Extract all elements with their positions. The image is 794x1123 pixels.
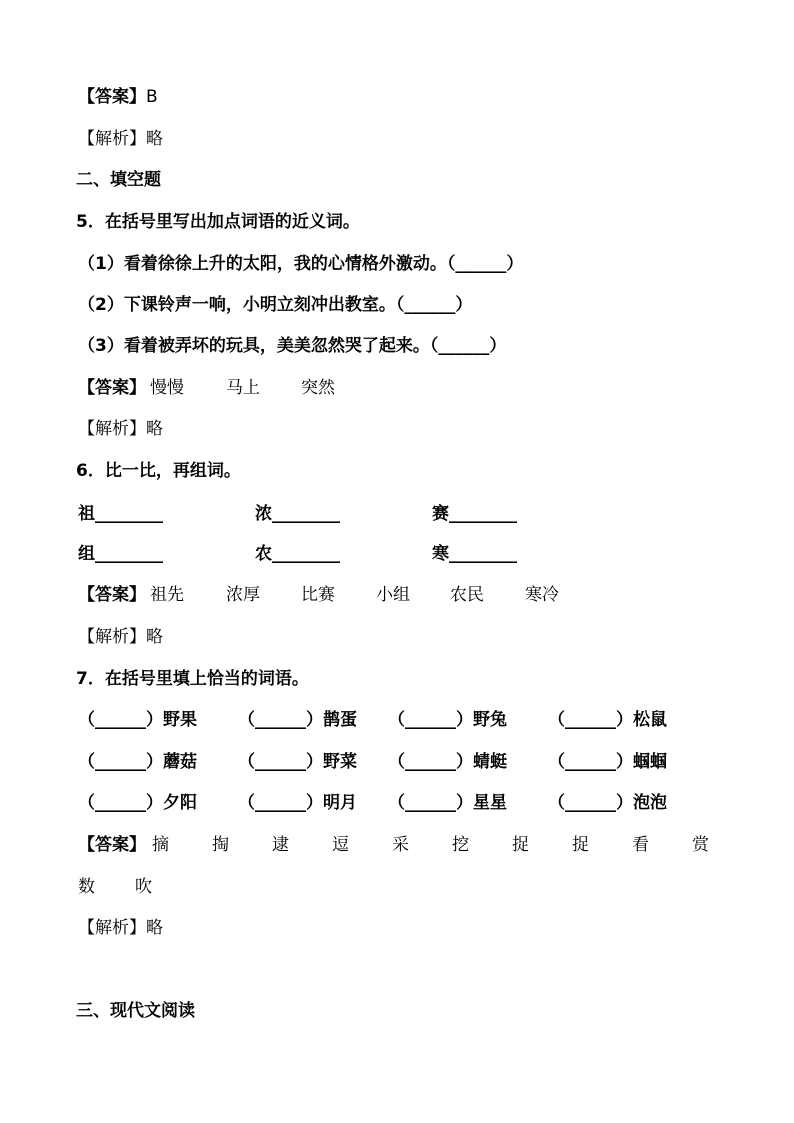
answer-word: 挖 bbox=[452, 835, 469, 855]
analysis-text: 略 bbox=[146, 419, 163, 439]
answer-word: 祖先 bbox=[150, 585, 184, 605]
word-blank: 赛________ bbox=[432, 504, 517, 524]
analysis-text: 略 bbox=[146, 129, 163, 149]
answer-word: 数 bbox=[78, 877, 95, 897]
fill-blank-item: （______）蝈蝈 bbox=[548, 752, 667, 772]
question-item: （2）下课铃声一响，小明立刻冲出教室。（______） bbox=[78, 295, 473, 315]
answer-label: 【答案】 bbox=[78, 835, 146, 855]
q4-analysis bbox=[78, 129, 163, 149]
q6-answer bbox=[78, 585, 146, 605]
q5-analysis bbox=[78, 419, 163, 439]
fill-blank-item: （______）星星 bbox=[388, 793, 507, 813]
q7-analysis bbox=[78, 918, 163, 938]
answer-text: B bbox=[146, 87, 158, 107]
analysis-label: 【解析】 bbox=[78, 627, 146, 647]
word-blank: 祖________ bbox=[78, 504, 163, 524]
analysis-label: 【解析】 bbox=[78, 918, 146, 938]
fill-blank-item: （______）明月 bbox=[238, 793, 357, 813]
q4-answer bbox=[78, 87, 158, 107]
section-heading: 二、填空题 bbox=[76, 170, 161, 190]
fill-blank-item: （______）蘑菇 bbox=[78, 752, 197, 772]
answer-word: 捉 bbox=[512, 835, 529, 855]
answer-word: 慢慢 bbox=[150, 378, 184, 398]
answer-word: 小组 bbox=[376, 585, 410, 605]
fill-blank-item: （______）野菜 bbox=[238, 752, 357, 772]
answer-label: 【答案】 bbox=[78, 585, 146, 605]
section-heading: 三、现代文阅读 bbox=[76, 1001, 195, 1021]
answer-word: 浓厚 bbox=[226, 585, 260, 605]
word-blank: 浓________ bbox=[255, 504, 340, 524]
answer-word: 看 bbox=[632, 835, 649, 855]
answer-word: 摘 bbox=[152, 835, 169, 855]
question-title: 6．比一比，再组词。 bbox=[76, 461, 241, 481]
fill-blank-item: （______）夕阳 bbox=[78, 793, 197, 813]
analysis-text: 略 bbox=[146, 918, 163, 938]
answer-word: 比赛 bbox=[301, 585, 335, 605]
answer-word: 采 bbox=[392, 835, 409, 855]
answer-word: 赏 bbox=[692, 835, 709, 855]
fill-blank-item: （______）松鼠 bbox=[548, 710, 667, 730]
answer-word: 突然 bbox=[301, 378, 335, 398]
question-title: 7．在括号里填上恰当的词语。 bbox=[76, 669, 309, 689]
answer-word: 逮 bbox=[272, 835, 289, 855]
answer-label: 【答案】 bbox=[78, 378, 146, 398]
word-blank: 组________ bbox=[78, 544, 163, 564]
fill-blank-item: （______）野果 bbox=[78, 710, 197, 730]
fill-blank-item: （______）泡泡 bbox=[548, 793, 667, 813]
word-blank: 农________ bbox=[255, 544, 340, 564]
answer-label: 【答案】 bbox=[78, 87, 146, 107]
answer-word: 吹 bbox=[135, 877, 152, 897]
fill-blank-item: （______）野兔 bbox=[388, 710, 507, 730]
fill-blank-item: （______）鹊蛋 bbox=[238, 710, 357, 730]
analysis-label: 【解析】 bbox=[78, 129, 146, 149]
answer-word: 捉 bbox=[572, 835, 589, 855]
answer-word: 掏 bbox=[212, 835, 229, 855]
q6-analysis bbox=[78, 627, 163, 647]
analysis-text: 略 bbox=[146, 627, 163, 647]
answer-word: 马上 bbox=[226, 378, 260, 398]
question-item: （1）看着徐徐上升的太阳，我的心情格外激动。（______） bbox=[78, 254, 524, 274]
q5-answer bbox=[78, 378, 146, 398]
q7-answer bbox=[78, 835, 146, 855]
question-title: 5．在括号里写出加点词语的近义词。 bbox=[76, 212, 360, 232]
answer-word: 农民 bbox=[450, 585, 484, 605]
analysis-label: 【解析】 bbox=[78, 419, 146, 439]
word-blank: 寒________ bbox=[432, 544, 517, 564]
answer-word: 寒冷 bbox=[525, 585, 559, 605]
fill-blank-item: （______）蜻蜓 bbox=[388, 752, 507, 772]
answer-word: 逗 bbox=[332, 835, 349, 855]
question-item: （3）看着被弄坏的玩具，美美忽然哭了起来。（______） bbox=[78, 336, 507, 356]
